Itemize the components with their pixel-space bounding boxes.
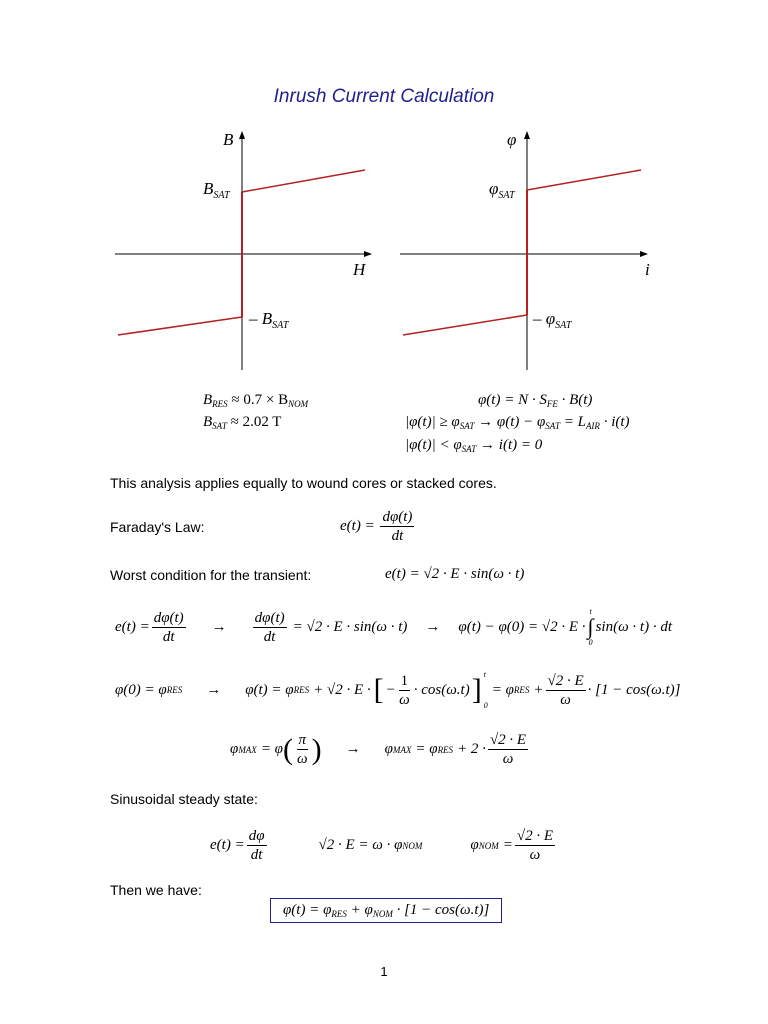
h-axis-label: H [353, 260, 366, 279]
phi-unsaturated-equation: $|\varphi(t)| < \varphi_{SAT} \to i(t) = 0$ [405, 437, 543, 454]
phi-upper-saturation-line [527, 170, 641, 190]
b-axis-label: B [223, 130, 234, 149]
i-axis-label: i [645, 260, 650, 279]
derivation-row-2: φ(0) = φ RES → φ(t) = φ RES + √2 · E · [ − $\frac{1}{\omega}$ · cos(ω.t) ] t 0 = φ RES + $\frac{√2 \cdot E}{\omega}$ · [1 − cos(ω.t)] [115, 670, 681, 710]
phi-saturated-equation: $|\varphi(t)| \ge \varphi_{SAT} \to \varphi(t) - \varphi_{SAT} = L_{AIR} \cdot i(t)$ [405, 414, 630, 431]
faraday-label: Faraday's Law: [110, 519, 205, 535]
page-number: 1 [380, 964, 388, 979]
phi-definition-equation: $\varphi(t) = N \cdot S_{FE} \cdot B(t)$ [478, 392, 593, 409]
analysis-text: This analysis applies equally to wound cores or stacked cores. [110, 475, 497, 491]
bsat-label: $B_{SAT}$ [203, 179, 230, 201]
derivation-row-1: e(t) = $\frac{d\varphi(t)}{dt}$ → $\frac{d\varphi(t)}{dt}$ = √2 · E · sin(ω · t) → φ(t) − φ(0) = √2 · E · t ∫ 0 sin(ω · t) · dt [115, 607, 672, 647]
worst-condition-label: Worst condition for the transient: [110, 567, 312, 583]
bh-curve-graph [110, 125, 380, 375]
bres-equation: $B_{RES} \approx 0.7 \times B_{NOM}$ [203, 392, 309, 409]
bh-lower-saturation-line [118, 317, 242, 335]
neg-bsat-label: – $B_{SAT}$ [249, 309, 289, 331]
neg-phisat-label: – $\varphi_{SAT}$ [533, 309, 572, 331]
bh-upper-saturation-line [242, 170, 365, 192]
steady-state-label: Sinusoidal steady state: [110, 791, 258, 807]
steady-state-equations: e(t) = $\frac{d\varphi}{dt}$ √2 · E = ω · φ NOM φ NOM = $\frac{√2 \cdot E}{\omega}$ [210, 828, 553, 863]
final-result-box: $\varphi(t) = \varphi_{RES} + \varphi_{NOM} \cdot [1 - \cos(\omega.t)]$ [270, 898, 502, 923]
phi-lower-saturation-line [403, 315, 527, 335]
phi-max-equation: φ MAX = φ ( $\frac{\pi}{\omega}$ ) → φ MAX = φ RES + 2 · $\frac{√2 \cdot E}{\omega}$ [230, 732, 527, 767]
worst-condition-equation: e(t) = √2 · E · sin(ω · t) [385, 566, 525, 582]
phisat-label: $\varphi_{SAT}$ [489, 179, 515, 201]
phi-axis-label: φ [507, 130, 517, 149]
integral-sign: t ∫ 0 [587, 607, 594, 647]
then-we-have-label: Then we have: [110, 882, 202, 898]
faraday-equation: e(t) = $\frac{d\varphi(t)}{dt}$ [340, 509, 413, 544]
page-title: Inrush Current Calculation [273, 86, 495, 107]
phi-i-curve-graph [395, 125, 660, 375]
bsat-equation: $B_{SAT} \approx 2.02$ T [203, 414, 282, 431]
